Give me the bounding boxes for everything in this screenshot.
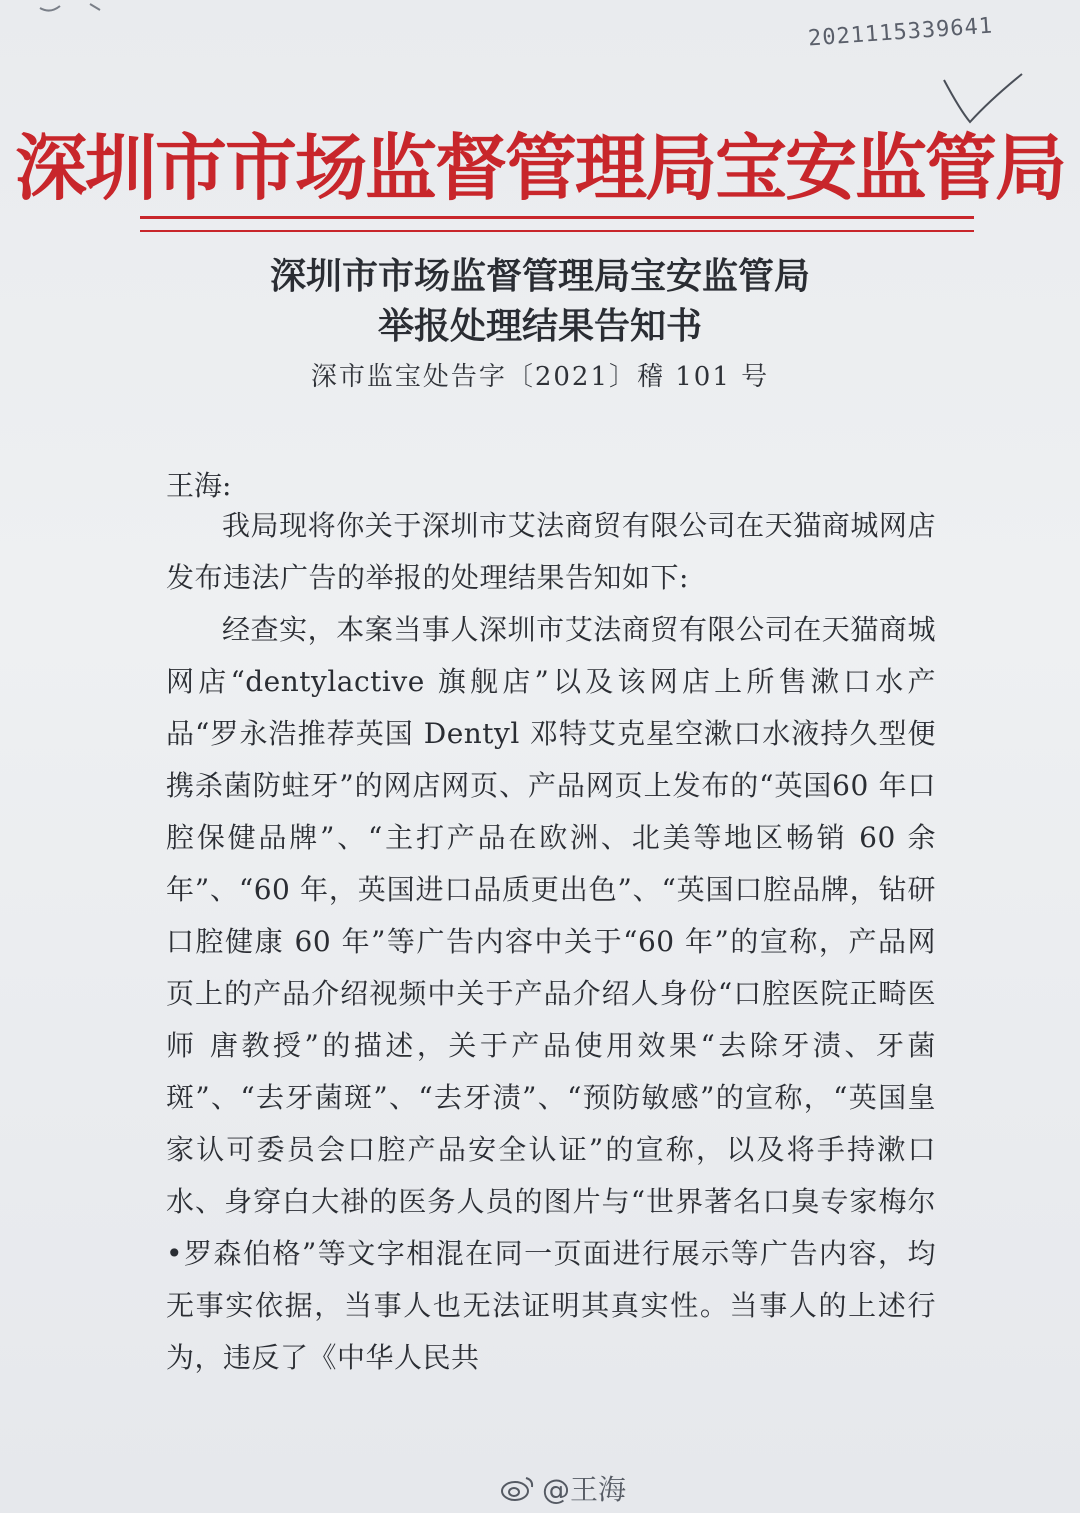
document-number: 深市监宝处告字〔2021〕稽 101 号 xyxy=(310,362,770,392)
red-rule-thin xyxy=(140,230,974,232)
body-text xyxy=(166,500,936,1384)
weibo-watermark xyxy=(500,1468,626,1508)
letterhead: 深圳市市场监督管理局宝安监管局 xyxy=(14,125,1065,210)
document-title-line2: 举报处理结果告知书 xyxy=(377,305,702,347)
document-title-line1: 深圳市市场监督管理局宝安监管局 xyxy=(269,255,810,297)
paragraph-intro: 我局现将你关于深圳市艾法商贸有限公司在天猫商城网店发布违法广告的举报的处理结果告知如下: xyxy=(166,509,936,594)
weibo-icon xyxy=(500,1474,536,1502)
top-edge-mark xyxy=(30,0,110,20)
paragraph-findings: 经查实，本案当事人深圳市艾法商贸有限公司在天猫商城网店“dentylactive 旗舰店”以及该网店上所售漱口水产品“罗永浩推荐英国 Dentyl 邓特艾克星空漱口水液持久型便携杀菌防蛀牙”的网店网页、产品网页上发布的“英国60 年口腔保健品牌”、“主打产品在欧洲、北美等地区畅销 60 余年”、“60 年，英国进口品质更出色”、“英国口腔品牌，钻研口腔健康 60 年”等广告内容中关于“60 年”的宣称，产品网页上的产品介绍视频中关于产品介绍人身份“口腔医院正畸医师 唐教授”的描述，关于产品使用效果“去除牙渍、牙菌斑”、“去牙菌斑”、“去牙渍”、“预防敏感”的宣称，“英国皇家认可委员会口腔产品安全认证”的宣称，以及将手持漱口水、身穿白大褂的医务人员的图片与“世界著名口臭专家梅尔•罗森伯格”等文字相混在同一页面进行展示等广告内容，均无事实依据，当事人也无法证明其真实性。当事人的上述行为，违反了《中华人民共 xyxy=(166,613,936,1374)
red-rule xyxy=(140,216,974,219)
watermark-text: @王海 xyxy=(542,1473,627,1506)
salutation: 王海: xyxy=(166,469,232,502)
handwritten-number: 2021115339641 xyxy=(807,13,994,52)
